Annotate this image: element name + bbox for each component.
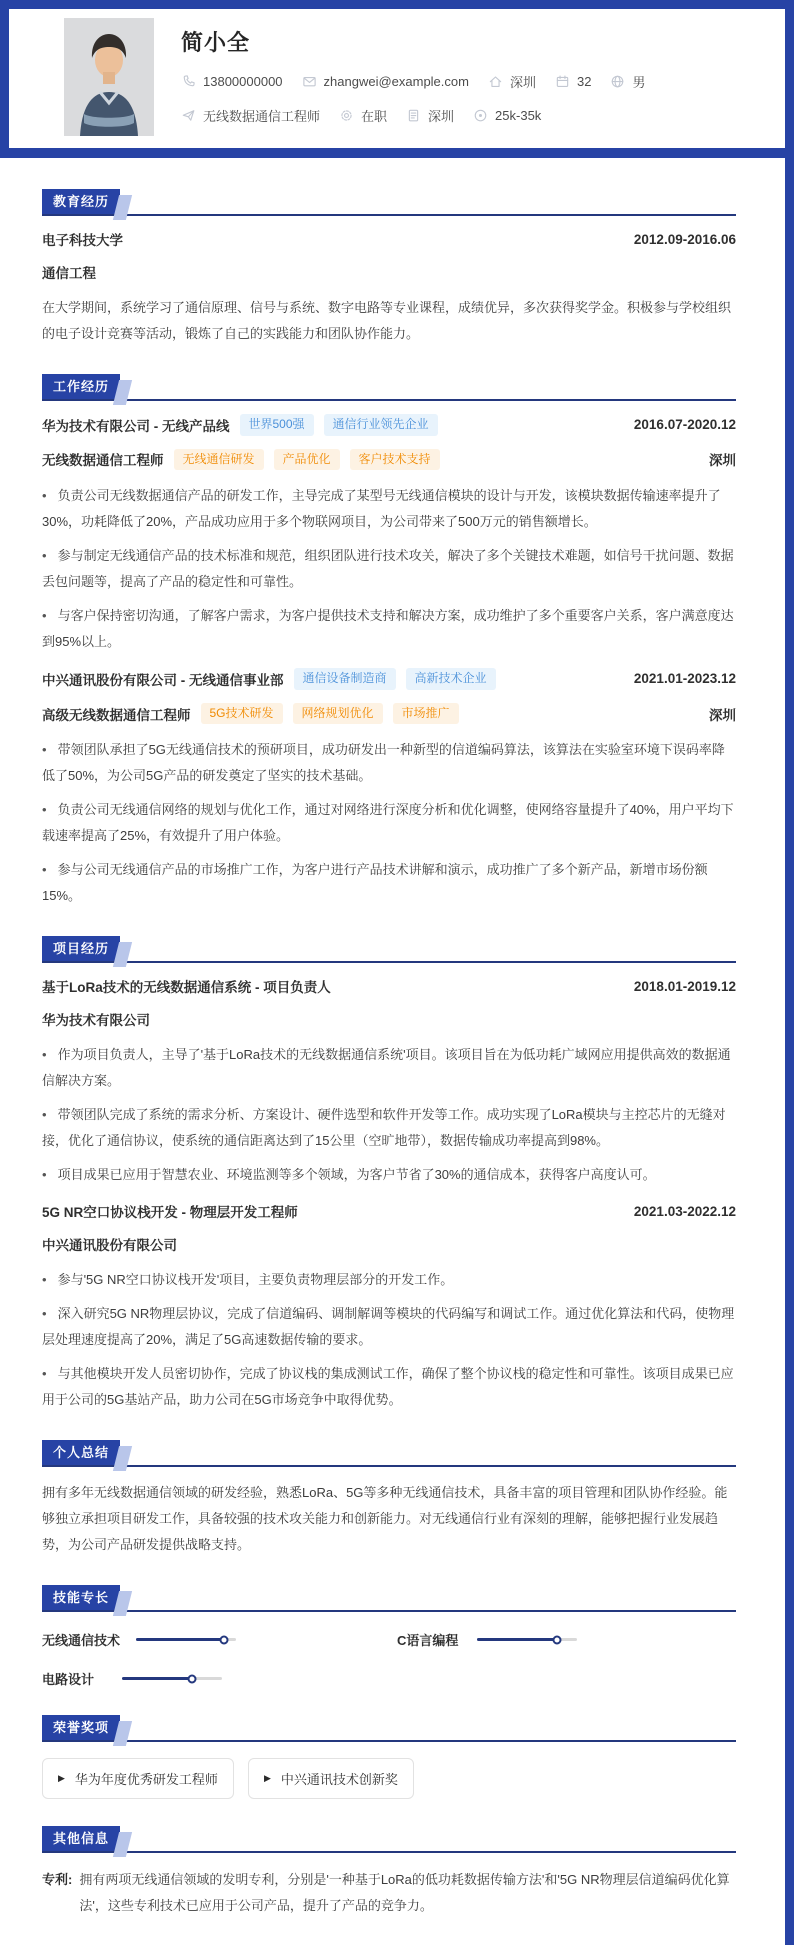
- honor-badge: [42, 1758, 234, 1799]
- project-entry: [42, 976, 736, 1188]
- honor-text: 中兴通讯技术创新奖: [280, 1772, 398, 1788]
- resume-header-frame: [0, 0, 794, 148]
- skill-list: [42, 1630, 736, 1688]
- play-arrow-icon: ▶: [263, 1773, 271, 1784]
- contact-text: 深圳: [509, 75, 536, 90]
- project-company: 华为技术有限公司: [42, 1013, 150, 1029]
- section-work: [42, 374, 736, 909]
- project-list: [42, 976, 736, 1413]
- email-icon: [302, 74, 317, 89]
- project-title-row: [42, 1201, 736, 1221]
- bullet-item: • 参与制定无线通信产品的技术标准和规范，组织团队进行技术攻关，解决了多个关键技术难题，如信号干扰问题、数据丢包问题等，提高了产品的稳定性和可靠性。: [42, 543, 736, 595]
- company-tag: 世界500强: [240, 414, 314, 436]
- bullet-item: • 带领团队完成了系统的需求分析、方案设计、硬件选型和软件开发等工作。成功实现了LoRa模块与主控芯片的无缝对接，优化了通信协议，使系统的通信距离达到了15公里（空旷地带），数据传输成功率提高到98%。: [42, 1102, 736, 1154]
- bullet-item: • 项目成果已应用于智慧农业、环境监测等多个领域，为客户节省了30%的通信成本，获得客户高度认可。: [42, 1162, 736, 1188]
- job-entry: [42, 668, 736, 909]
- summary-text: 拥有多年无线数据通信领域的研发经验，熟悉LoRa、5G等多种无线通信技术，具备丰富的项目管理和团队协作经验。能够独立承担项目研发工作，具备较强的技术攻关能力和创新能力。对无线通信行业有深刻的理解，能够把握行业发展趋势，为公司产品研发提供战略支持。: [42, 1485, 728, 1553]
- skill-slider-knob[interactable]: [553, 1635, 562, 1644]
- section-title-badge: 荣誉奖项: [42, 1715, 120, 1740]
- section-title-badge: 其他信息: [42, 1826, 120, 1851]
- company-tag: 通信行业领先企业: [324, 414, 438, 436]
- resume-content: [0, 158, 794, 1945]
- section-header: [42, 374, 736, 401]
- home-icon: [488, 74, 503, 89]
- skill-slider-track[interactable]: [477, 1638, 577, 1641]
- skill-label: 电路设计: [42, 1672, 95, 1688]
- job-bullets: [42, 737, 736, 909]
- bullet-item: • 负责公司无线通信网络的规划与优化工作，通过对网络进行深度分析和优化调整，使网络容量提升了40%，用户平均下载速率提高了25%，有效提升了用户体验。: [42, 797, 736, 849]
- job-location: 深圳: [709, 707, 736, 723]
- contact-text: 13800000000: [203, 74, 283, 89]
- honor-text: 华为年度优秀研发工程师: [74, 1772, 218, 1788]
- role-tag: 市场推广: [393, 703, 459, 725]
- project-date: 2021.03-2022.12: [633, 1203, 736, 1219]
- skill-item: [397, 1630, 736, 1649]
- company-tag: 高新技术企业: [406, 668, 496, 690]
- job-role-row: [42, 449, 736, 471]
- contact-text: 深圳: [428, 109, 455, 124]
- section-title-badge: 工作经历: [42, 374, 120, 399]
- contact-row-basic: [181, 72, 664, 91]
- bullet-item: • 参与'5G NR空口协议栈开发'项目，主要负责物理层部分的开发工作。: [42, 1267, 736, 1293]
- company-tag: 通信设备制造商: [294, 668, 396, 690]
- contact-item: [406, 106, 454, 125]
- job-location: 深圳: [709, 453, 736, 469]
- section-header: [42, 1440, 736, 1467]
- honor-badge: [248, 1758, 414, 1799]
- job-date: 2021.01-2023.12: [633, 671, 736, 687]
- role-tag: 无线通信研发: [174, 449, 264, 471]
- profile-photo: [64, 18, 154, 136]
- section-title-badge: 教育经历: [42, 189, 120, 214]
- skill-item: [42, 1630, 397, 1649]
- skill-label: 无线通信技术: [42, 1633, 121, 1649]
- job-list: [42, 414, 736, 909]
- job-entry: [42, 414, 736, 655]
- job-role: 高级无线数据通信工程师: [42, 707, 191, 723]
- role-tag: 客户技术支持: [350, 449, 440, 471]
- contact-item: [555, 74, 591, 89]
- contact-text: 在职: [361, 109, 388, 124]
- project-bullets: [42, 1267, 736, 1413]
- patent-text: 拥有两项无线通信领域的发明专利，分别是'一种基于LoRa的低功耗数据传输方法'和'5G NR物理层信道编码优化算法'，这些专利技术已应用于公司产品，提升了产品的竞争力。: [79, 1872, 730, 1914]
- salary-icon: [473, 108, 488, 123]
- education-description: 在大学期间，系统学习了通信原理、信号与系统、数字电路等专业课程，成绩优异，多次获得奖学金。积极参与学校组织的电子设计竞赛等活动，锻炼了自己的实践能力和团队协作能力。: [42, 300, 732, 341]
- company-name: 中兴通讯股份有限公司 - 无线通信事业部: [42, 672, 284, 688]
- company-name: 华为技术有限公司 - 无线产品线: [42, 418, 230, 434]
- skill-slider-fill: [122, 1677, 192, 1680]
- profile-photo-image: [64, 18, 154, 136]
- section-projects: [42, 936, 736, 1413]
- section-header: [42, 936, 736, 963]
- skill-slider-knob[interactable]: [188, 1674, 197, 1683]
- patent-label: 专利:: [42, 1872, 73, 1888]
- role-tag: 产品优化: [274, 449, 340, 471]
- bullet-item: • 与其他模块开发人员密切协作，完成了协议栈的集成测试工作，确保了整个协议栈的稳定性和可靠性。该项目成果已应用于公司的5G基站产品，助力公司在5G市场竞争中取得优势。: [42, 1361, 736, 1413]
- job-bullets: [42, 483, 736, 655]
- contact-item: [302, 74, 469, 89]
- skill-slider-knob[interactable]: [220, 1635, 229, 1644]
- section-title-badge: 个人总结: [42, 1440, 120, 1465]
- section-title-badge: 技能专长: [42, 1585, 120, 1610]
- skill-item: [42, 1669, 397, 1688]
- job-role-row: [42, 703, 736, 725]
- education-entry-row: [42, 229, 736, 249]
- bullet-item: • 负责公司无线数据通信产品的研发工作，主导完成了某型号无线通信模块的设计与开发，该模块数据传输速率提升了30%，功耗降低了20%，产品成功应用于多个物联网项目，为公司带来了500万元的销售额增长。: [42, 483, 736, 535]
- contact-item: [610, 72, 645, 91]
- education-major: 通信工程: [42, 266, 96, 281]
- status-icon: [339, 108, 354, 123]
- bullet-item: • 深入研究5G NR物理层协议，完成了信道编码、调制解调等模块的代码编写和调试工作。通过优化算法和代码，使物理层处理速度提高了20%，满足了5G高速数据传输的要求。: [42, 1301, 736, 1353]
- section-skills: [42, 1585, 736, 1688]
- job-company-row: [42, 668, 736, 690]
- section-header: [42, 189, 736, 216]
- header-info: [181, 18, 664, 136]
- city-icon: [406, 108, 421, 123]
- role-tag: 网络规划优化: [293, 703, 383, 725]
- section-summary: [42, 1440, 736, 1558]
- section-education: [42, 189, 736, 347]
- play-arrow-icon: ▶: [58, 1773, 65, 1784]
- contact-text: 32: [576, 74, 592, 89]
- project-entry: [42, 1201, 736, 1413]
- section-honors: [42, 1715, 736, 1799]
- school-name: 电子科技大学: [42, 233, 123, 248]
- project-company: 中兴通讯股份有限公司: [42, 1238, 177, 1254]
- skill-slider-track[interactable]: [122, 1677, 222, 1680]
- section-header: [42, 1826, 736, 1853]
- resume-header: [9, 9, 785, 148]
- contact-item: [488, 72, 536, 91]
- contact-text: 无线数据通信工程师: [203, 109, 321, 124]
- section-title-badge: 项目经历: [42, 936, 120, 961]
- job-company-row: [42, 414, 736, 436]
- patent-entry: [42, 1867, 736, 1919]
- skill-slider-track[interactable]: [136, 1638, 236, 1641]
- bullet-item: • 与客户保持密切沟通，了解客户需求，为客户提供技术支持和解决方案，成功维护了多个重要客户关系，客户满意度达到95%以上。: [42, 603, 736, 655]
- contact-item: [339, 106, 387, 125]
- phone-icon: [181, 74, 196, 89]
- section-header: [42, 1585, 736, 1612]
- page-right-border: [785, 158, 794, 1945]
- skill-label: C语言编程: [397, 1633, 459, 1649]
- contact-text: zhangwei@example.com: [323, 74, 469, 89]
- contact-text: 25k-35k: [495, 108, 542, 123]
- project-title-row: [42, 976, 736, 996]
- contact-item: [181, 106, 320, 125]
- honor-list: [42, 1758, 736, 1799]
- candidate-name: 简小全: [181, 30, 251, 55]
- education-date: 2012.09-2016.06: [633, 231, 736, 247]
- gender-icon: [610, 74, 625, 89]
- role-tag: 5G技术研发: [201, 703, 283, 725]
- project-bullets: [42, 1042, 736, 1188]
- project-title: 基于LoRa技术的无线数据通信系统 - 项目负责人: [42, 980, 331, 996]
- project-date: 2018.01-2019.12: [633, 978, 736, 994]
- bullet-item: • 作为项目负责人，主导了'基于LoRa技术的无线数据通信系统'项目。该项目旨在为低功耗广域网应用提供高效的数据通信解决方案。: [42, 1042, 736, 1094]
- contact-row-job: [181, 106, 664, 125]
- contact-text: 男: [632, 75, 646, 90]
- section-other: [42, 1826, 736, 1919]
- bullet-item: • 带领团队承担了5G无线通信技术的预研项目，成功研发出一种新型的信道编码算法，该算法在实验室环境下误码率降低了50%，为公司5G产品的研发奠定了坚实的技术基础。: [42, 737, 736, 789]
- project-title: 5G NR空口协议栈开发 - 物理层开发工程师: [42, 1205, 298, 1221]
- header-divider-band: [0, 148, 794, 158]
- skill-slider-fill: [477, 1638, 557, 1641]
- contact-item: [473, 108, 541, 123]
- skill-slider-fill: [136, 1638, 224, 1641]
- job-date: 2016.07-2020.12: [633, 417, 736, 433]
- job-role: 无线数据通信工程师: [42, 453, 164, 469]
- job-title-icon: [181, 108, 196, 123]
- bullet-item: • 参与公司无线通信产品的市场推广工作，为客户进行产品技术讲解和演示，成功推广了多个新产品，新增市场份额15%。: [42, 857, 736, 909]
- age-icon: [555, 74, 570, 89]
- contact-item: [181, 74, 283, 89]
- section-header: [42, 1715, 736, 1742]
